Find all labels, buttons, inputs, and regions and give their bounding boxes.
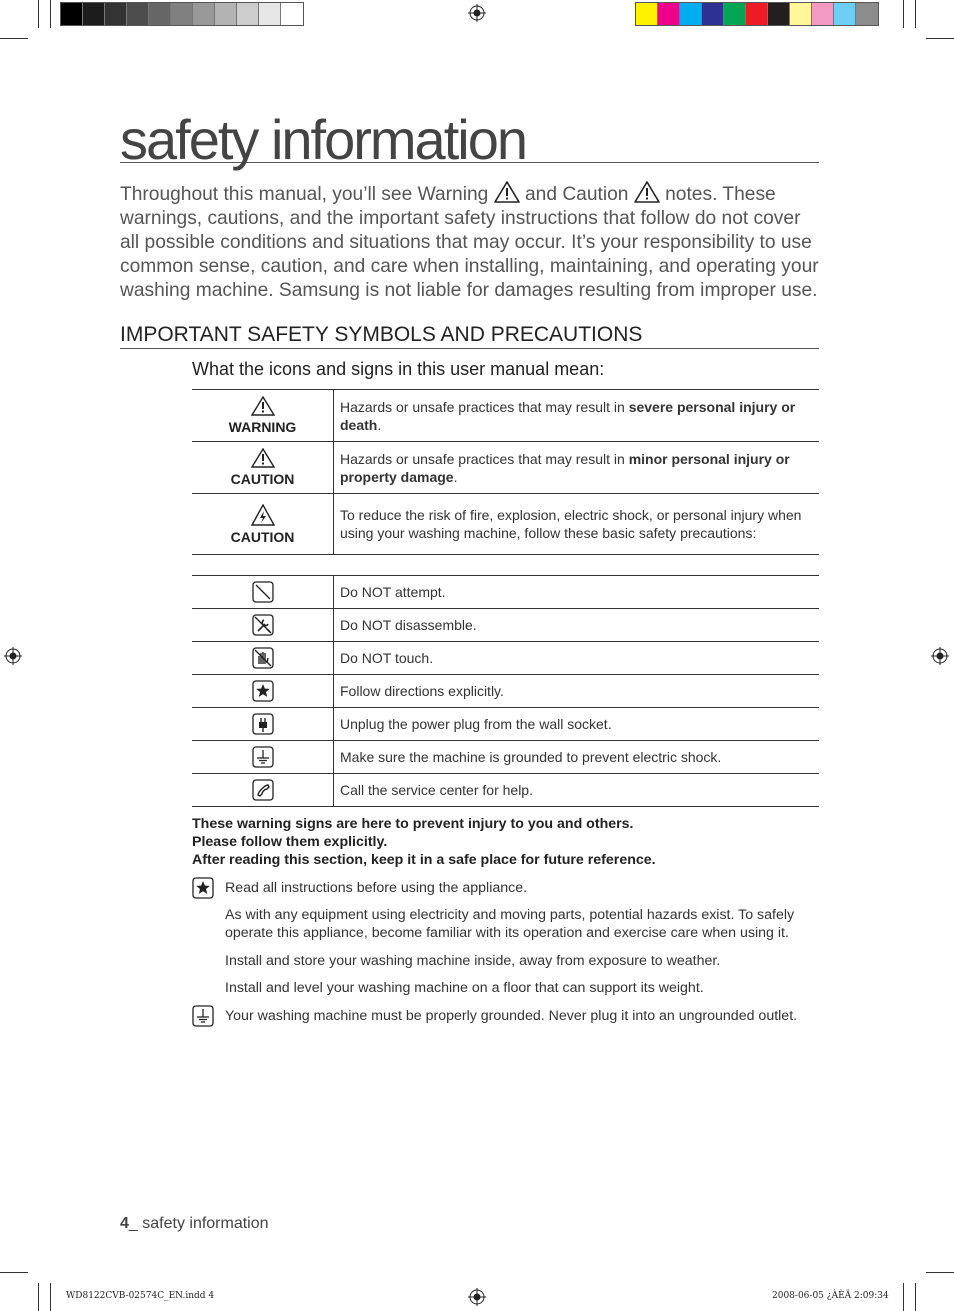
color-swatch [636,3,658,25]
symbol-icon-cell [192,675,334,708]
page-footer [120,1215,269,1233]
color-swatch [724,3,746,25]
sign-description [334,390,820,442]
crop-mark [915,1283,916,1311]
symbol-description: Make sure the machine is grounded to prevent electric shock. [334,741,820,774]
instruction-text: Read all instructions before using the appliance. [225,880,528,896]
instruction-text: Install and level your washing machine on a floor that can support its weight. [225,980,704,996]
instruction-text: As with any equipment using electricity and moving parts, potential hazards exist. To safely operate this appliance, become familiar with its operation and exercise care when using it. [225,907,795,941]
color-swatch [105,3,127,25]
registration-mark-icon [468,1288,486,1306]
subheading: What the icons and signs in this user manual mean: [192,359,605,379]
warning-triangle-icon [251,396,275,416]
page-title: safety information [120,112,819,163]
crop-mark [50,1283,51,1311]
color-swatch [215,3,237,25]
table-row [192,642,819,675]
sign-icon-cell [192,494,334,555]
color-swatch [237,3,259,25]
sign-label: CAUTION [230,471,295,487]
gray-color-bar [60,2,304,26]
table-row [192,609,819,642]
color-swatch [61,3,83,25]
sign-text-bold: minor personal injury or property damage [340,450,790,485]
crop-mark [50,0,51,28]
crop-mark [38,0,39,28]
note-line: After reading this section, keep it in a safe place for future reference. [192,852,656,868]
symbol-description: Follow directions explicitly. [334,675,820,708]
crop-mark [915,0,916,28]
color-swatch [746,3,768,25]
crop-mark [903,1283,904,1311]
symbol-description: Call the service center for help. [334,774,820,807]
instruction-text: Your washing machine must be properly grounded. Never plug it into an ungrounded outlet. [225,1008,798,1024]
table-row [192,494,819,555]
symbols-table [192,575,819,807]
table-row [192,390,819,442]
prohibition-icon [252,581,274,603]
symbol-description: Do NOT disassemble. [334,609,820,642]
process-color-bar [635,2,879,26]
ground-icon [192,1005,214,1027]
table-row [192,741,819,774]
symbol-icon-cell [192,741,334,774]
symbol-description: Unplug the power plug from the wall socket. [334,708,820,741]
color-swatch [768,3,790,25]
color-swatch [834,3,856,25]
crop-mark [0,1272,28,1273]
note-line: These warning signs are here to prevent injury to you and others. [192,816,634,832]
symbol-icon-cell [192,642,334,675]
sign-text-bold: severe personal injury or death [340,398,796,433]
intro-text: notes. These warnings, cautions, and the important safety instructions that follow do not cover all possible conditions and situations that may occur. It’s your responsibility to use common sense, caution, and care when installing, maintaining, and operating your washing machine. Samsung is not liable for damages resulting from improper use. [120,184,819,301]
color-swatch [856,3,878,25]
warning-triangle-icon [494,181,520,203]
sign-label: WARNING [228,419,297,435]
color-swatch [790,3,812,25]
color-swatch [281,3,303,25]
star-icon [252,680,274,702]
sign-description [334,494,820,555]
table-row [192,576,819,609]
caution-triangle-icon [251,448,275,468]
symbol-description: Do NOT attempt. [334,576,820,609]
star-icon [192,877,214,899]
crop-mark [903,0,904,28]
footer-label: _ safety information [128,1215,269,1232]
unplug-icon [252,713,274,735]
color-swatch [149,3,171,25]
sign-text-end: . [453,468,458,485]
sign-description [334,442,820,494]
symbol-icon-cell [192,609,334,642]
section-heading: IMPORTANT SAFETY SYMBOLS AND PRECAUTIONS [120,322,819,349]
table-row [192,708,819,741]
symbol-description: Do NOT touch. [334,642,820,675]
crop-mark [926,38,954,39]
crop-mark [926,1272,954,1273]
sign-text: Hazards or unsafe practices that may result in [340,398,629,415]
signs-table [192,389,819,555]
color-swatch [127,3,149,25]
no-disassemble-icon [252,614,274,636]
intro-paragraph [120,181,820,303]
sign-text-end: . [377,416,382,433]
phone-icon [252,779,274,801]
ground-icon [252,746,274,768]
warning-notes [192,815,822,869]
slug-right: 2008-06-05 ¿ÀÈÄ 2:09:34 [772,1291,889,1301]
color-swatch [193,3,215,25]
intro-text: and Caution [519,184,634,205]
shock-caution-icon [251,504,275,526]
color-swatch [259,3,281,25]
symbol-icon-cell [192,708,334,741]
table-row [192,442,819,494]
color-swatch [83,3,105,25]
sign-icon-cell [192,390,334,442]
intro-text: Throughout this manual, you’ll see Warning [120,184,494,205]
color-swatch [702,3,724,25]
sign-label: CAUTION [230,528,295,545]
registration-mark-icon [4,647,22,665]
sign-text: To reduce the risk of fire, explosion, electric shock, or personal injury when using your washing machine, follow these basic safety precautions: [340,507,802,541]
sign-icon-cell [192,442,334,494]
color-swatch [658,3,680,25]
table-row [192,675,819,708]
note-line: Please follow them explicitly. [192,834,388,850]
color-swatch [680,3,702,25]
no-touch-icon [252,647,274,669]
table-row [192,774,819,807]
instruction-text: Install and store your washing machine inside, away from exposure to weather. [225,953,721,969]
page-number: 4 [120,1215,129,1232]
symbol-icon-cell [192,774,334,807]
sign-text: Hazards or unsafe practices that may result in [340,450,629,467]
caution-triangle-icon [634,181,660,203]
symbol-icon-cell [192,576,334,609]
color-swatch [812,3,834,25]
crop-mark [0,38,28,39]
color-swatch [171,3,193,25]
slug-left: WD8122CVB-02574C_EN.indd 4 [66,1291,215,1301]
registration-mark-icon [931,647,949,665]
crop-mark [38,1283,39,1311]
registration-mark-icon [468,4,486,22]
